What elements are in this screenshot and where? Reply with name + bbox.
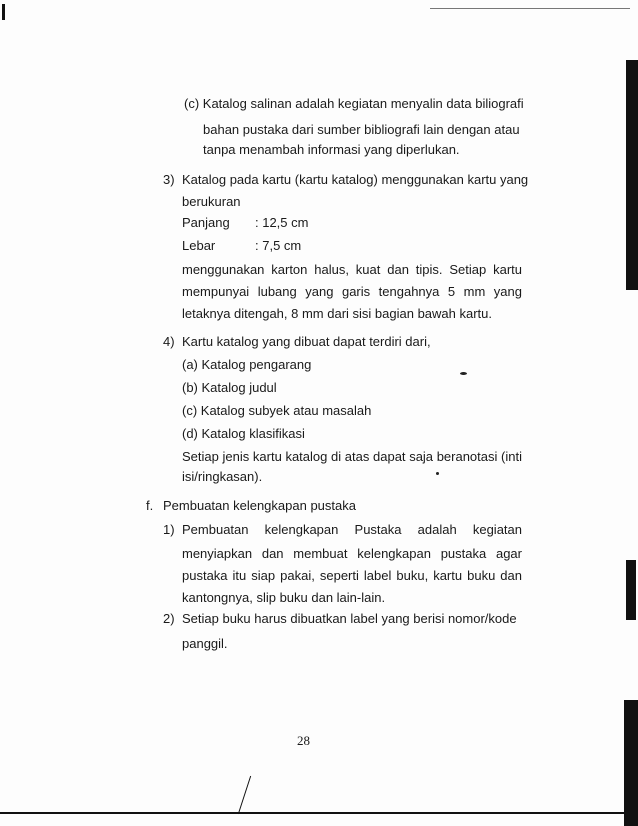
item4-note-line1: Setiap jenis kartu katalog di atas dapat saja beranotasi (inti [182,449,522,464]
section-f-item2-line1: Setiap buku harus dibuatkan label yang berisi nomor/kode [182,611,517,626]
item3-panjang-value: : 12,5 cm [255,215,309,230]
section-f-item1-line4: kantongnya, slip buku dan lain-lain. [182,590,386,605]
item4-sub-b: (b) Katalog judul [182,380,277,395]
item3-number: 3) [163,172,175,187]
section-f-item1-line2: menyiapkan dan membuat kelengkapan pustaka agar [182,546,522,561]
section-f-item2-number: 2) [163,611,175,626]
section-c-line2: bahan pustaka dari sumber bibliografi lain dengan atau [203,122,520,137]
item3-lebar-label: Lebar [182,238,216,253]
section-f-letter: f. [146,498,154,513]
item3-line6: mempunyai lubang yang garis tengahnya 5 mm yang [182,284,522,299]
item3-panjang-label: Panjang [182,215,230,230]
speck-dot [436,472,439,475]
item4-sub-a: (a) Katalog pengarang [182,357,312,372]
scan-edge-right-upper [626,60,638,290]
page-number: 28 [297,733,310,748]
section-f-item1-line1: Pembuatan kelengkapan Pustaka adalah kegiatan [182,522,522,537]
section-f-item1-line3: pustaka itu siap pakai, seperti label buku, kartu buku dan [182,568,522,583]
section-c-line1: (c) Katalog salinan adalah kegiatan menyalin data biliografi [184,96,524,111]
scan-edge-right-mid [626,560,636,620]
scan-edge-top-left [2,4,5,20]
section-f-title: Pembuatan kelengkapan pustaka [163,498,356,513]
item3-lebar-value: : 7,5 cm [255,238,302,253]
item4-sub-d: (d) Katalog klasifikasi [182,426,305,441]
section-c-line3: tanpa menambah informasi yang diperlukan. [203,142,460,157]
item3-line1: Katalog pada kartu (kartu katalog) menggunakan kartu yang [182,172,529,187]
item3-line5: menggunakan karton halus, kuat dan tipis. Setiap kartu [182,262,522,277]
item4-line1: Kartu katalog yang dibuat dapat terdiri dari, [182,334,431,349]
item3-line7: letaknya ditengah, 8 mm dari sisi bagian bawah kartu. [182,306,493,321]
speck-dot [460,372,467,375]
item4-sub-c: (c) Katalog subyek atau masalah [182,403,372,418]
scan-edge-bottom [0,812,638,814]
section-f-item2-line2: panggil. [182,636,228,651]
item4-number: 4) [163,334,175,349]
scan-edge-top-right [430,8,630,9]
item3-line2: berukuran [182,194,241,209]
scan-edge-right-lower [624,700,638,826]
section-f-item1-number: 1) [163,522,175,537]
item4-note-line2: isi/ringkasan). [182,469,263,484]
scan-mark-bottom [238,776,251,814]
